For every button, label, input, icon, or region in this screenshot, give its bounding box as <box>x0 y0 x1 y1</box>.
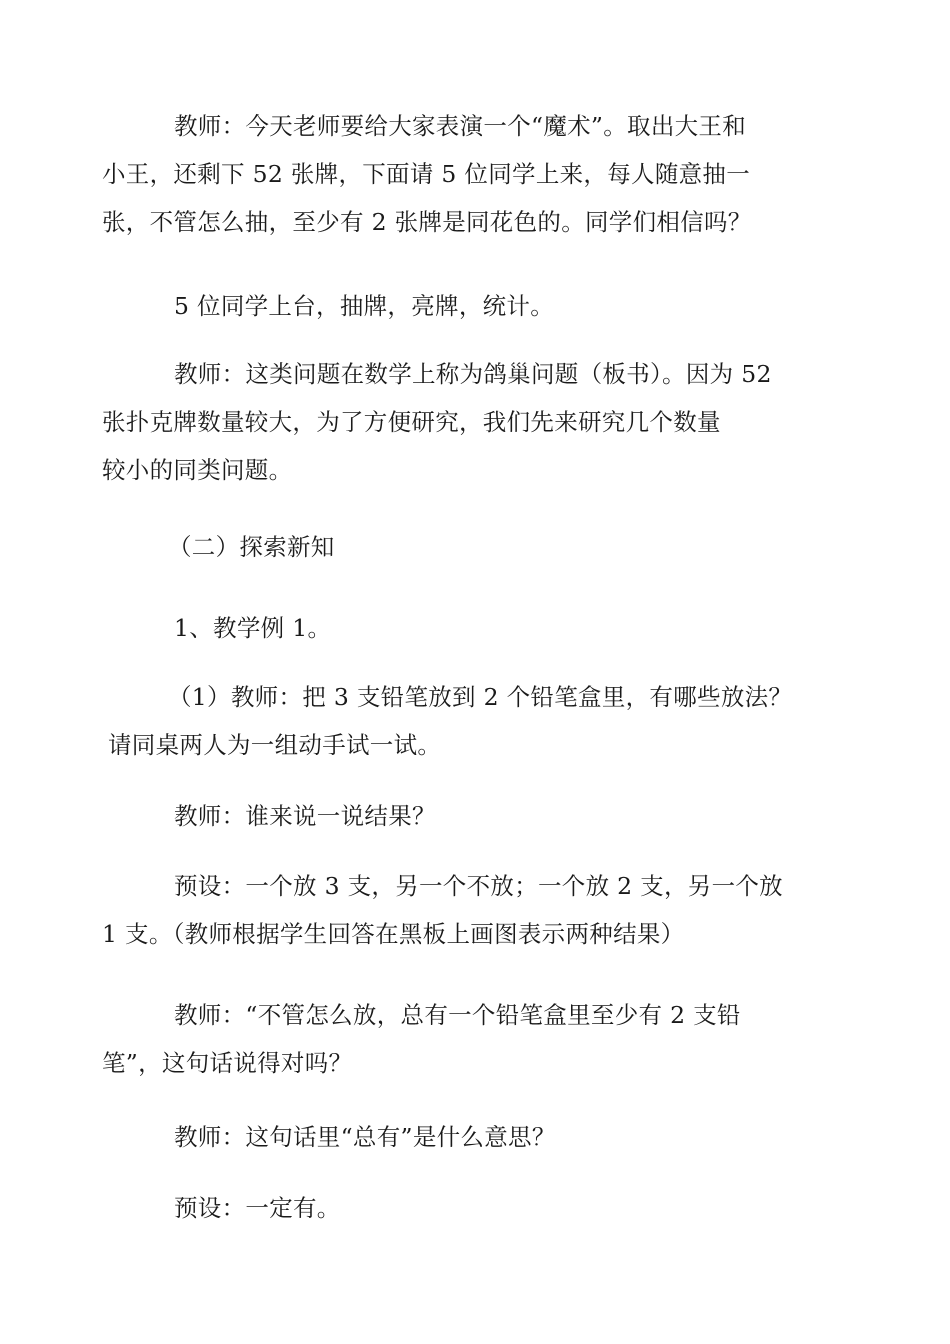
text-line: 教师：这句话里“总有”是什么意思？ <box>174 1123 556 1151</box>
section-heading-explore <box>138 523 818 571</box>
text-line: 1、教学例 1。 <box>174 614 332 642</box>
paragraph-who-answers <box>138 792 818 840</box>
text-line: （1）教师：把 3 支铅笔放到 2 个铅笔盒里，有哪些放法？ <box>168 683 793 711</box>
text-line: 5 位同学上台，抽牌，亮牌，统计。 <box>174 292 555 320</box>
text-line: 请同桌两人为一组动手试一试。 <box>108 731 442 759</box>
text-line: 1 支。（教师根据学生回答在黑板上画图表示两种结果） <box>102 920 685 948</box>
text-line: 较小的同类问题。 <box>102 456 293 484</box>
text-line: 教师：谁来说一说结果？ <box>174 802 436 830</box>
text-line: 小王，还剩下 52 张牌，下面请 5 位同学上来，每人随意抽一 <box>102 160 751 188</box>
text-line: 笔”，这句话说得对吗？ <box>102 1049 353 1077</box>
paragraph-pigeonhole-intro <box>102 350 818 494</box>
text-line: 张，不管怎么抽，至少有 2 张牌是同花色的。同学们相信吗？ <box>102 208 752 236</box>
paragraph-preset-answer <box>102 862 818 958</box>
text-line: 教师：“不管怎么放，总有一个铅笔盒里至少有 2 支铅 <box>174 1001 741 1029</box>
paragraph-preset-definite <box>138 1184 818 1232</box>
paragraph-example-1 <box>138 604 818 652</box>
text-line: 张扑克牌数量较大，为了方便研究，我们先来研究几个数量 <box>102 408 721 436</box>
text-line: 预设：一定有。 <box>174 1194 341 1222</box>
paragraph-pencils-question <box>108 673 818 769</box>
text-line: 教师：今天老师要给大家表演一个“魔术”。取出大王和 <box>174 112 747 140</box>
text-line: （二）探索新知 <box>168 533 335 561</box>
text-line: 预设：一个放 3 支，另一个不放；一个放 2 支，另一个放 <box>174 872 783 900</box>
paragraph-always-statement <box>102 991 818 1087</box>
paragraph-students-draw <box>138 282 818 330</box>
text-line: 教师：这类问题在数学上称为鸽巢问题（板书）。因为 52 <box>174 360 772 388</box>
paragraph-teacher-magic <box>102 102 818 246</box>
paragraph-meaning-question <box>138 1113 818 1161</box>
